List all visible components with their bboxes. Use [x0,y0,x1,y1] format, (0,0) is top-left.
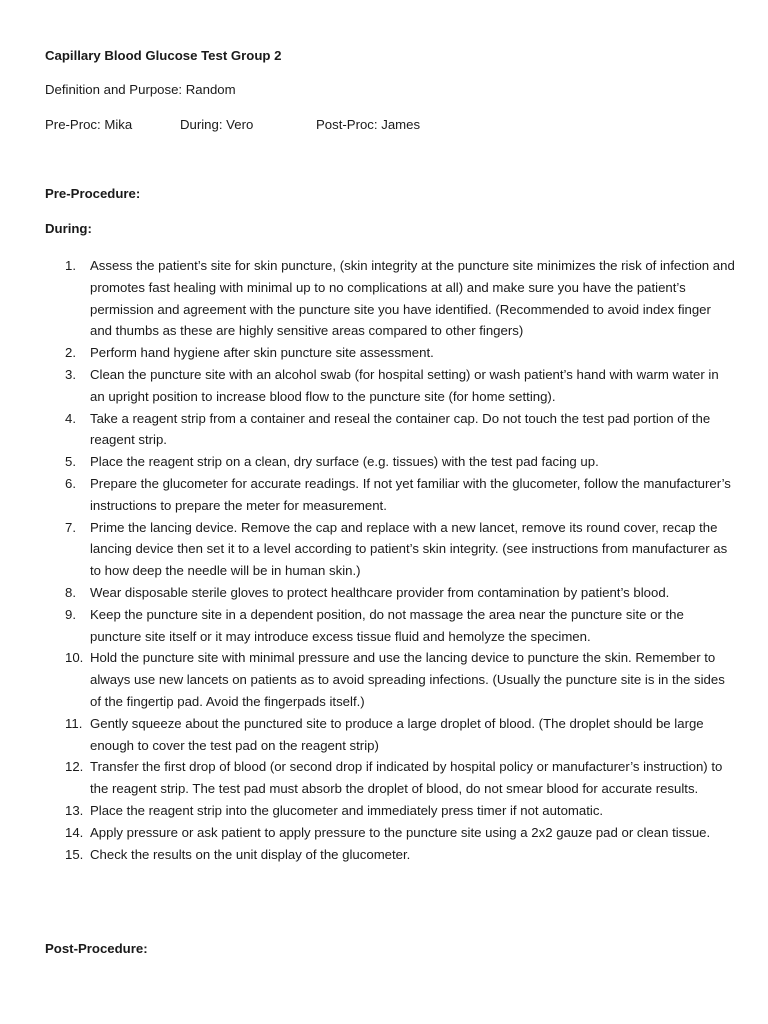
step-text: Transfer the first drop of blood (or second drop if indicated by hospital policy or manufacturer’s instruction) to the reagent strip. The test pad must absorb the droplet of blood, do not smear blood for accurate results. [90,759,723,797]
step-number: 10. [65,650,84,666]
document-title: Capillary Blood Glucose Test Group 2 [45,48,282,63]
step-number: 9. [65,606,76,622]
step-number: 12. [65,759,84,775]
step-number: 13. [65,802,84,818]
step-text: Place the reagent strip into the glucometer and immediately press timer if not automatic. [90,802,604,818]
step-item [45,844,735,866]
step-number: 15. [65,846,84,862]
step-text: Place the reagent strip on a clean, dry surface (e.g. tissues) with the test pad facing up. [90,454,599,470]
step-text: Hold the puncture site with minimal pressure and use the lancing device to puncture the skin. Remember to always use new lancets on patients as to avoid spreading infections. (Usually the puncture site is in the sides of the fingertip pad. Avoid the fingerpads itself.) [90,650,725,709]
step-item [45,582,735,604]
step-number: 14. [65,824,84,840]
step-text: Prime the lancing device. Remove the cap and replace with a new lancet, remove its round cover, recap the lancing device then set it to a level according to patient’s skin integrity. (see instructions from manufacturer as to how deep the needle will be in human skin.) [90,519,728,579]
step-item [45,517,735,582]
step-item [45,473,735,517]
step-number: 7. [65,519,76,535]
step-text: Take a reagent strip from a container and reseal the container cap. Do not touch the test pad portion of the reagent strip. [90,410,711,448]
step-item [45,822,735,844]
step-number: 5. [65,454,76,470]
step-item [45,604,735,648]
step-text: Keep the puncture site in a dependent position, do not massage the area near the puncture site or the puncture site itself or it may introduce excess tissue fluid and hemolyze the specimen. [90,606,684,644]
step-item [45,364,735,408]
step-number: 1. [65,258,76,273]
heading-post-procedure: Post-Procedure: [45,941,148,956]
role-post-proc: Post-Proc: James [316,117,421,132]
step-item [45,756,735,800]
heading-during: During: [45,221,92,236]
step-text: Apply pressure or ask patient to apply pressure to the puncture site using a 2x2 gauze pad or clean tissue. [90,824,711,840]
during-steps-list [45,255,735,865]
step-text: Assess the patient’s site for skin puncture, (skin integrity at the puncture site minimizes the risk of infection and promotes fast healing with minimal up to no complications at all) and make sure you have the patient’s permission and agreement with the puncture site you have identified. (Recommended to avoid index finger and thumbs as these are highly sensitive areas compared to other fingers) [90,258,735,339]
role-pre-proc: Pre-Proc: Mika [45,117,133,132]
step-number: 6. [65,475,76,491]
step-text: Wear disposable sterile gloves to protect healthcare provider from contamination by patient’s blood. [90,584,670,600]
step-number: 11. [65,715,83,731]
step-item [45,255,735,342]
step-number: 8. [65,584,76,600]
role-during: During: Vero [180,117,254,132]
step-number: 3. [65,366,76,382]
definition-line: Definition and Purpose: Random [45,82,236,97]
step-number: 2. [65,345,76,361]
step-number: 4. [65,410,76,426]
step-item [45,342,735,364]
step-text: Clean the puncture site with an alcohol swab (for hospital setting) or wash patient’s hand with warm water in an upright position to increase blood flow to the puncture site (for home setting). [90,366,719,404]
step-item [45,713,735,757]
step-item [45,800,735,822]
step-text: Prepare the glucometer for accurate readings. If not yet familiar with the glucometer, follow the manufacturer’s instructions to prepare the meter for measurement. [90,475,731,513]
step-text: Perform hand hygiene after skin puncture site assessment. [90,345,434,361]
step-text: Gently squeeze about the punctured site to produce a large droplet of blood. (The droplet should be large enough to cover the test pad on the reagent strip) [90,715,704,753]
step-item [45,647,735,712]
heading-pre-procedure: Pre-Procedure: [45,186,141,201]
step-item [45,451,735,473]
step-item [45,408,735,452]
step-text: Check the results on the unit display of the glucometer. [90,846,411,862]
